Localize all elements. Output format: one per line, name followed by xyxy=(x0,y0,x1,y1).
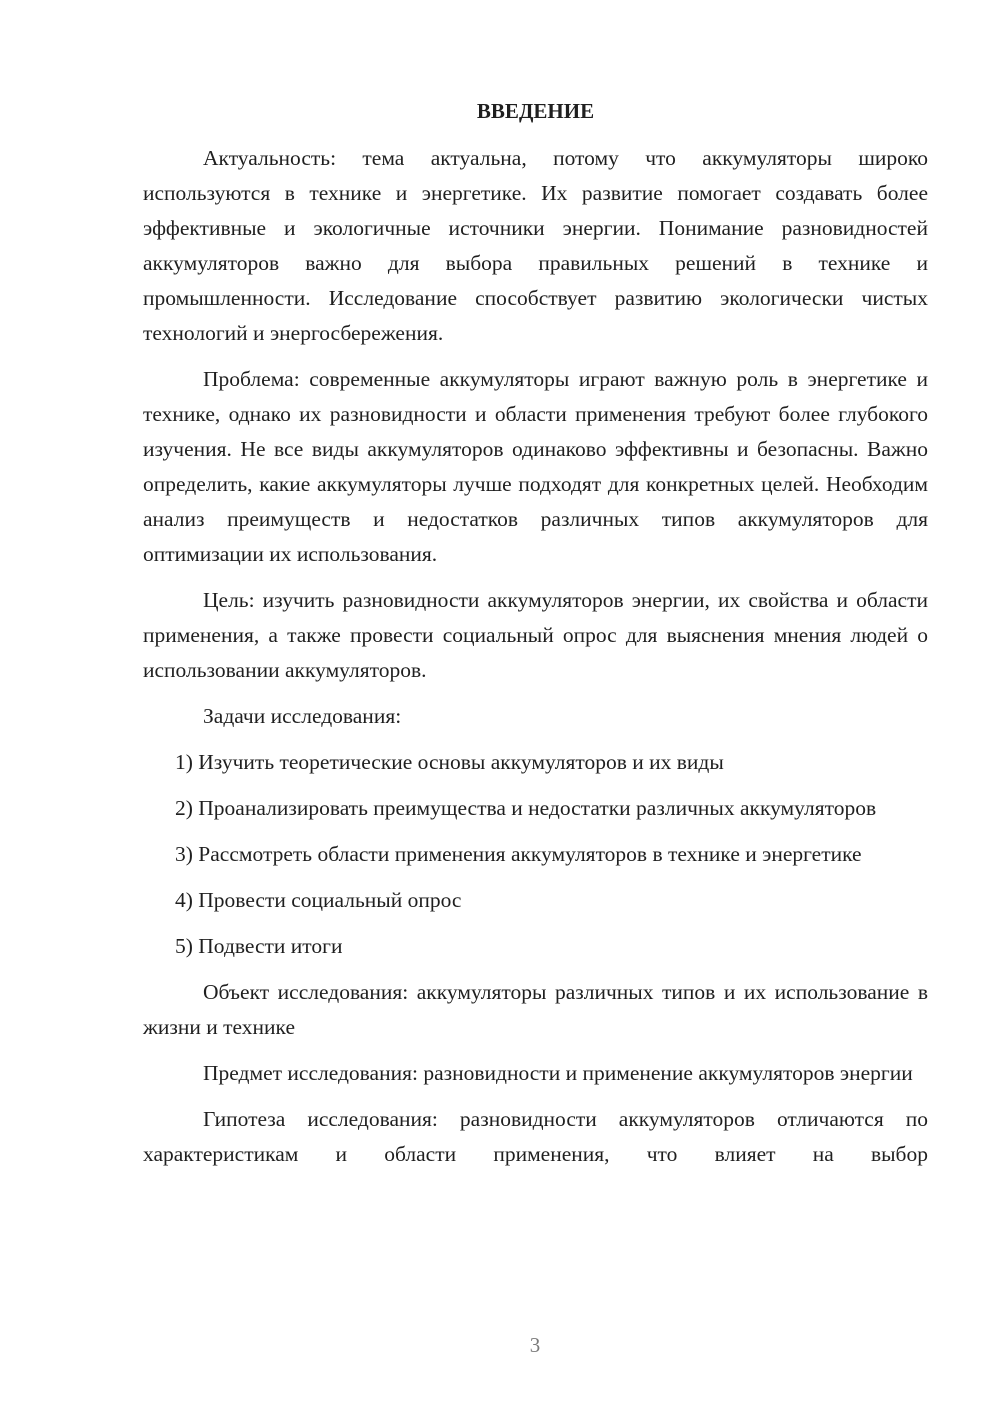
task-item: 2) Проанализировать преимущества и недостатки различных аккумуляторов xyxy=(175,796,877,820)
task-item: 1) Изучить теоретические основы аккумуляторов и их виды xyxy=(175,750,724,774)
section-heading: ВВЕДЕНИЕ xyxy=(476,99,595,123)
tasks-heading: Задачи исследования: xyxy=(203,704,402,728)
task-item: 3) Рассмотреть области применения аккумуляторов в технике и энергетике xyxy=(175,842,862,866)
problem-paragraph: Проблема: современные аккумуляторы играют важную роль в энергетике и технике, однако их разновидности и области применения требуют более глубокого изучения. Не все виды аккумуляторов одинаково эффективны и безопасны. Важно определить, какие аккумуляторы лучше подходят для конкретных целей. Необходим анализ преимуществ и недостатков различных типов аккумуляторов для оптимизации их использования. xyxy=(143,367,928,566)
relevance-paragraph: Актуальность: тема актуальна, потому что аккумуляторы широко используются в технике и энергетике. Их развитие помогает создавать более эффективные и экологичные источники энергии. Понимание разновидностей аккумуляторов важно для выбора правильных решений в технике и промышленности. Исследование способствует развитию экологически чистых технологий и энергосбережения. xyxy=(143,146,928,345)
task-item: 5) Подвести итоги xyxy=(175,934,343,958)
page-content xyxy=(143,96,928,1183)
object-paragraph: Объект исследования: аккумуляторы различных типов и их использование в жизни и технике xyxy=(143,980,928,1039)
goal-paragraph: Цель: изучить разновидности аккумуляторов энергии, их свойства и области применения, а также провести социальный опрос для выяснения мнения людей о использовании аккумуляторов. xyxy=(143,588,928,682)
hypothesis-paragraph: Гипотеза исследования: разновидности аккумуляторов отличаются по характеристикам и области применения, что влияет на выбор xyxy=(143,1107,928,1166)
task-item: 4) Провести социальный опрос xyxy=(175,888,462,912)
subject-paragraph: Предмет исследования: разновидности и применение аккумуляторов энергии xyxy=(203,1061,913,1085)
page-number: 3 xyxy=(529,1333,541,1357)
